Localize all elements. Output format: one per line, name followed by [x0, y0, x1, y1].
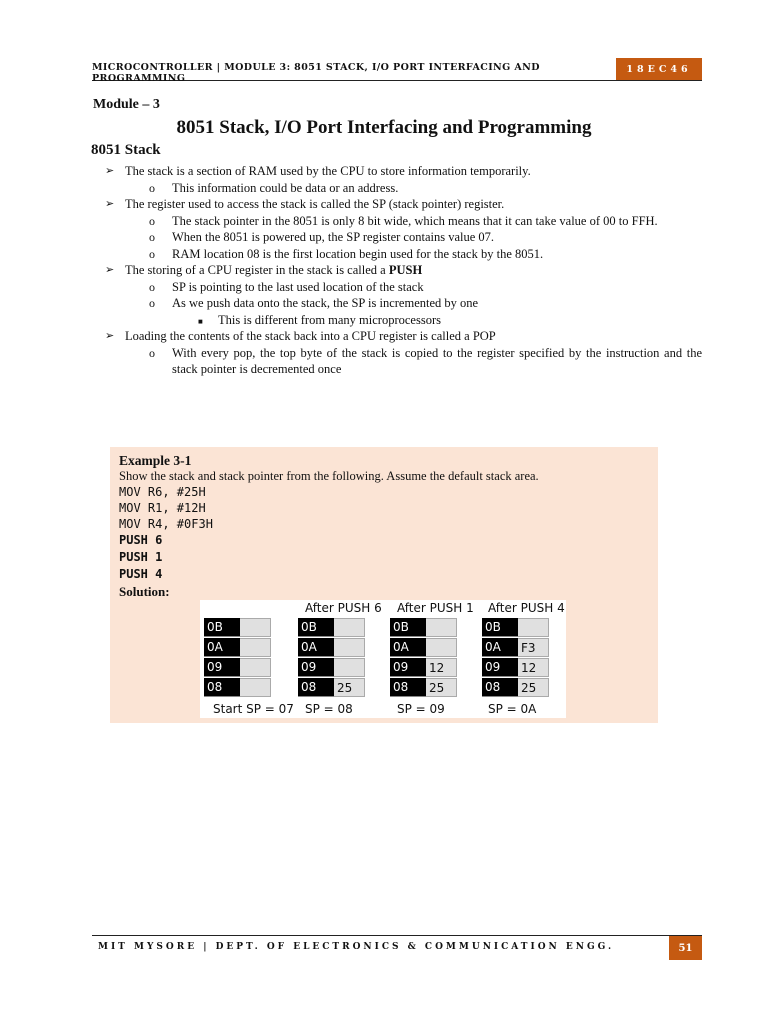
- sp-label: Start SP = 07: [213, 702, 294, 716]
- stack-cell: 0B: [204, 618, 271, 638]
- bullet-list: [100, 163, 702, 378]
- stack-cell: 0A: [298, 638, 365, 658]
- circle-bullet-icon: o: [149, 230, 155, 244]
- code-line: MOV R4, #0F3H: [119, 517, 213, 531]
- stack-cell: 0B: [298, 618, 365, 638]
- square-bullet-icon: ■: [198, 316, 203, 326]
- stack-cell: 08 25: [390, 678, 457, 698]
- section-title: 8051 Stack: [91, 142, 161, 158]
- list-item: ■ This is different from many microprocessors: [100, 312, 702, 329]
- sp-label: SP = 08: [305, 702, 353, 716]
- list-item: o This information could be data or an address.: [149, 180, 399, 195]
- solution-label: Solution:: [119, 584, 170, 599]
- stack-column: [482, 618, 549, 698]
- page-number: 51: [669, 936, 702, 960]
- list-item: ➢ The storing of a CPU register in the stack is called a PUSH: [105, 263, 423, 277]
- list-item: ➢ The register used to access the stack is called the SP (stack pointer) register.: [105, 197, 505, 211]
- example-description: Show the stack and stack pointer from the following. Assume the default stack area.: [119, 469, 539, 483]
- stack-heading: After PUSH 6: [305, 601, 382, 615]
- stack-cell: 09 12: [390, 658, 457, 678]
- footer-text: MIT MYSORE | DEPT. OF ELECTRONICS & COMMUNICATION ENGG.: [98, 942, 615, 952]
- stack-cell: 08 25: [298, 678, 365, 698]
- module-label: Module – 3: [93, 97, 160, 112]
- list-item: o As we push data onto the stack, the SP is incremented by one: [149, 296, 479, 310]
- arrow-bullet-icon: ➢: [105, 198, 115, 210]
- stack-heading: After PUSH 1: [397, 601, 474, 615]
- circle-bullet-icon: o: [149, 279, 155, 294]
- stack-column: [298, 618, 365, 698]
- circle-bullet-icon: o: [149, 246, 155, 261]
- code-line: PUSH 1: [119, 550, 163, 564]
- stack-cell: 09: [298, 658, 365, 678]
- stack-cell: 09: [204, 658, 271, 678]
- code-line: MOV R6, #25H: [119, 485, 206, 499]
- arrow-bullet-icon: ➢: [105, 165, 115, 177]
- page-header: [92, 58, 702, 84]
- stack-cell: 0A: [204, 638, 271, 658]
- list-item: o The stack pointer in the 8051 is only 8 bit wide, which means that it can take value of 00 to FFH.: [149, 213, 658, 228]
- page-title: 8051 Stack, I/O Port Interfacing and Programming: [176, 117, 592, 138]
- stack-cell: 0A: [390, 638, 457, 658]
- arrow-bullet-icon: ➢: [105, 264, 115, 276]
- stack-heading: After PUSH 4: [488, 601, 565, 615]
- list-item: ➢ Loading the contents of the stack back into a CPU register is called a POP: [105, 329, 496, 343]
- page-footer: [92, 935, 702, 960]
- stack-column: [390, 618, 457, 698]
- example-title: Example 3-1: [119, 453, 192, 468]
- circle-bullet-icon: o: [149, 213, 155, 228]
- stack-cell: 09 12: [482, 658, 549, 678]
- stack-column: [204, 618, 271, 698]
- header-title: MICROCONTROLLER | MODULE 3: 8051 STACK, I/O PORT INTERFACING AND PROGRAMMING: [92, 62, 540, 84]
- list-item: o RAM location 08 is the first location begin used for the stack by the 8051.: [149, 246, 544, 261]
- stack-cell: 08: [204, 678, 271, 698]
- stack-cell: 0B: [482, 618, 549, 638]
- arrow-bullet-icon: ➢: [105, 330, 115, 342]
- course-code-badge: 18EC46: [616, 58, 702, 80]
- stack-cell: 08 25: [482, 678, 549, 698]
- code-line: PUSH 6: [119, 533, 163, 547]
- stack-cell: 0B: [390, 618, 457, 638]
- code-line: MOV R1, #12H: [119, 501, 206, 515]
- circle-bullet-icon: o: [149, 345, 155, 360]
- sp-label: SP = 0A: [488, 702, 537, 716]
- list-item: o SP is pointing to the last used location of the stack: [149, 279, 424, 294]
- code-line: PUSH 4: [119, 567, 163, 581]
- circle-bullet-icon: o: [149, 296, 155, 310]
- stack-cell: 0A F3: [482, 638, 549, 658]
- stack-diagram: [200, 600, 566, 718]
- list-item: o When the 8051 is powered up, the SP register contains value 07.: [149, 230, 495, 244]
- circle-bullet-icon: o: [149, 180, 155, 195]
- list-item: ➢ The stack is a section of RAM used by the CPU to store information temporarily.: [105, 164, 531, 178]
- sp-label: SP = 09: [397, 702, 445, 716]
- list-item: o With every pop, the top byte of the stack is copied to the register specified by the instruction and the stack pointer is decremented once: [149, 345, 702, 376]
